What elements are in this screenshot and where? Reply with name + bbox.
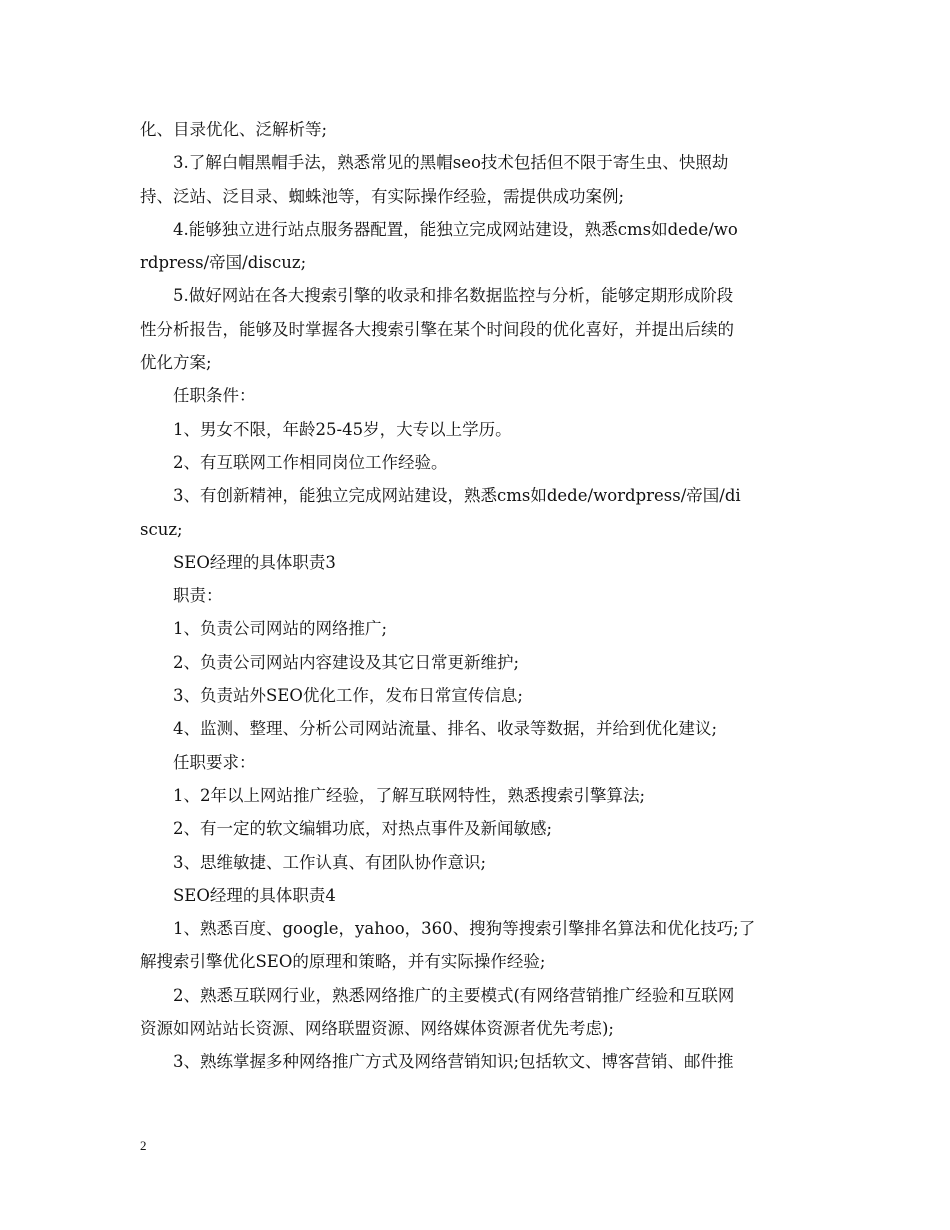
text-line: scuz; xyxy=(140,519,183,539)
text-line: 4、监测、整理、分析公司网站流量、排名、收录等数据，并给到优化建议; xyxy=(173,719,718,739)
text-line: 2、有互联网工作相同岗位工作经验。 xyxy=(173,452,448,472)
text-line: 解搜索引擎优化SEO的原理和策略，并有实际操作经验; xyxy=(140,952,546,972)
text-line: 职责： xyxy=(173,586,223,606)
page-number: 2 xyxy=(140,1138,147,1153)
text-line: 2、有一定的软文编辑功底，对热点事件及新闻敏感; xyxy=(173,819,553,839)
text-line: 持、泛站、泛目录、蜘蛛池等，有实际操作经验，需提供成功案例; xyxy=(140,186,625,206)
text-line: 性分析报告，能够及时掌握各大搜索引擎在某个时间段的优化喜好，并提出后续的 xyxy=(140,319,734,339)
text-line: 1、2年以上网站推广经验，了解互联网特性，熟悉搜索引擎算法; xyxy=(173,785,646,805)
text-line: 2、负责公司网站内容建设及其它日常更新维护; xyxy=(173,652,520,672)
text-line: 任职条件： xyxy=(173,386,256,406)
text-line: 3、有创新精神，能独立完成网站建设，熟悉cms如dede/wordpress/帝国/di xyxy=(173,486,741,506)
text-line: 1、负责公司网站的网络推广; xyxy=(173,619,388,639)
text-line: SEO经理的具体职责3 xyxy=(173,552,336,572)
text-line: 资源如网站站长资源、网络联盟资源、网络媒体资源者优先考虑); xyxy=(140,1019,614,1039)
text-line: 优化方案; xyxy=(140,353,212,373)
text-line: 3、熟练掌握多种网络推广方式及网络营销知识;包括软文、博客营销、邮件推 xyxy=(173,1052,734,1072)
text-line: 3、负责站外SEO优化工作，发布日常宣传信息; xyxy=(173,686,523,706)
text-line: 任职要求： xyxy=(173,752,256,772)
text-line: 1、熟悉百度、google，yahoo，360、搜狗等搜索引擎排名算法和优化技巧;了 xyxy=(173,919,756,939)
text-line: 1、男女不限，年龄25-45岁，大专以上学历。 xyxy=(173,419,512,439)
text-line: 2、熟悉互联网行业，熟悉网络推广的主要模式(有网络营销推广经验和互联网 xyxy=(173,985,735,1005)
text-line: 化、目录优化、泛解析等; xyxy=(140,120,328,139)
text-line: SEO经理的具体职责4 xyxy=(173,885,336,905)
text-line: 4.能够独立进行站点服务器配置，能独立完成网站建设，熟悉cms如dede/wo xyxy=(173,219,738,239)
text-line: rdpress/帝国/discuz; xyxy=(140,253,307,273)
text-line: 5.做好网站在各大搜索引擎的收录和排名数据监控与分析，能够定期形成阶段 xyxy=(173,286,734,306)
text-line: 3、思维敏捷、工作认真、有团队协作意识; xyxy=(173,852,487,872)
document-body xyxy=(140,113,812,1079)
text-line: 3.了解白帽黑帽手法，熟悉常见的黑帽seo技术包括但不限于寄生虫、快照劫 xyxy=(173,153,729,173)
